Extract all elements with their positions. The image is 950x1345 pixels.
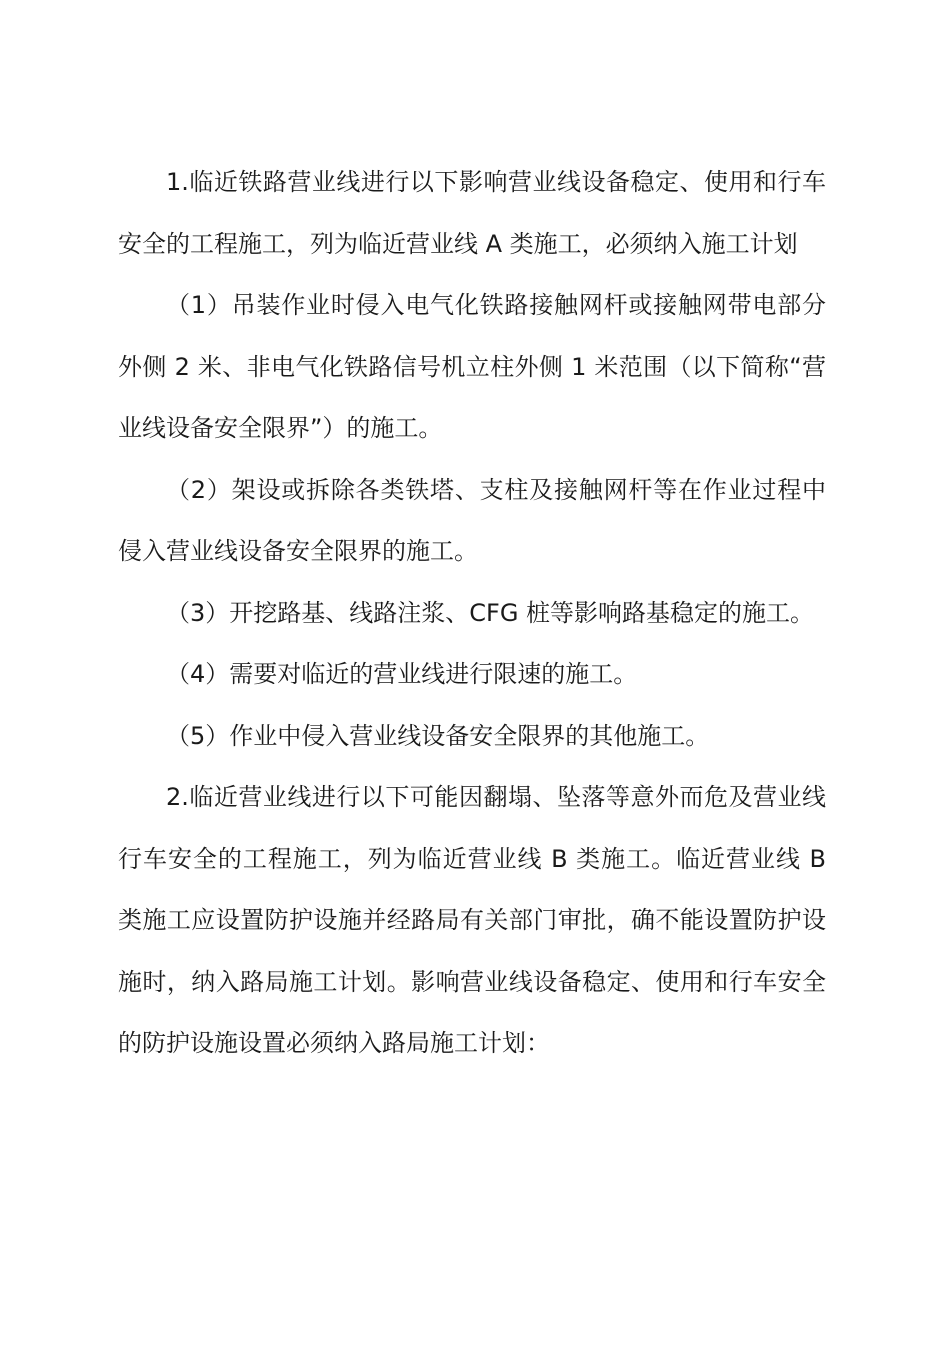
paragraph-item-2: （2）架设或拆除各类铁塔、支柱及接触网杆等在作业过程中侵入营业线设备安全限界的施工。: [118, 475, 826, 565]
paragraph-section-2-intro: 2.临近营业线进行以下可能因翻塌、坠落等意外而危及营业线行车安全的工程施工，列为临近营业线 B 类施工。临近营业线 B 类施工应设置防护设施并经路局有关部门审批，确不能设置防护设施时，纳入路局施工计划。影响营业线设备稳定、使用和行车安全的防护设施设置必须纳入路局施工计划：: [118, 783, 826, 1057]
document-body: [118, 152, 826, 1075]
paragraph-item-3: （3）开挖路基、线路注浆、CFG 桩等影响路基稳定的施工。: [166, 598, 815, 627]
paragraph-item-4: （4）需要对临近的营业线进行限速的施工。: [166, 660, 638, 688]
paragraph-item-1: （1）吊装作业时侵入电气化铁路接触网杆或接触网带电部分外侧 2 米、非电气化铁路信号机立柱外侧 1 米范围（以下简称“营业线设备安全限界”）的施工。: [118, 291, 826, 442]
paragraph-item-5: （5）作业中侵入营业线设备安全限界的其他施工。: [166, 721, 710, 750]
paragraph-section-1-intro: 1.临近铁路营业线进行以下影响营业线设备稳定、使用和行车安全的工程施工，列为临近营业线 A 类施工，必须纳入施工计划: [118, 168, 826, 258]
